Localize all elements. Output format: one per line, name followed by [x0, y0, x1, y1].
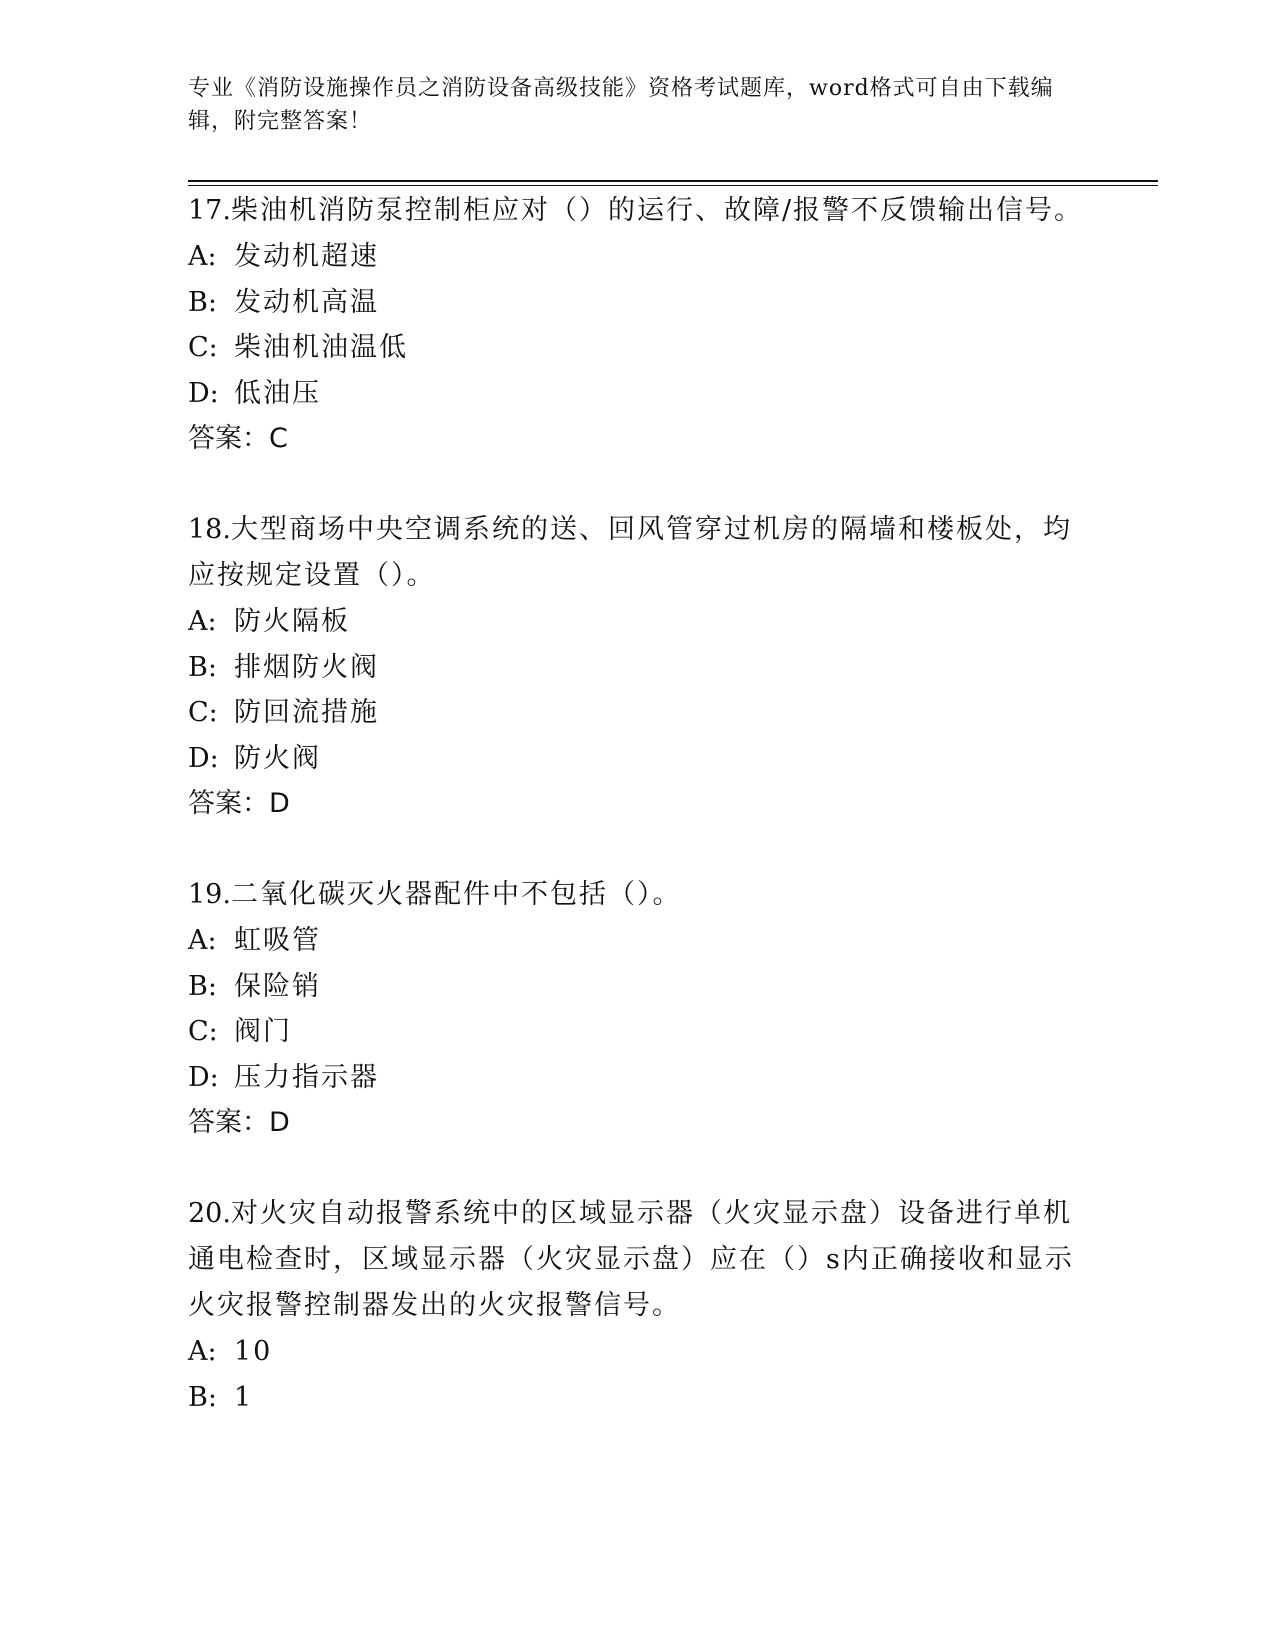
option-b	[188, 964, 1088, 1010]
option-text: 柴油机油温低	[234, 332, 408, 363]
option-a	[188, 918, 1088, 964]
option-b	[188, 645, 1088, 691]
option-text: 排烟防火阀	[234, 651, 379, 683]
question-list	[188, 188, 1088, 1465]
question-number: 18.	[188, 514, 231, 545]
option-list	[188, 599, 1088, 781]
question-19	[188, 872, 1088, 1146]
option-key: A:	[188, 241, 217, 272]
question-stem	[188, 188, 1088, 234]
option-a	[188, 599, 1088, 645]
question-text: 大型商场中央空调系统的送、回风管穿过机房的隔墙和楼板处，均应按规定设置（）。	[188, 514, 1072, 591]
question-18	[188, 507, 1088, 827]
option-c	[188, 1009, 1088, 1055]
option-c	[188, 690, 1088, 736]
question-stem	[188, 507, 1088, 599]
option-c	[188, 325, 1088, 371]
option-list	[188, 918, 1088, 1100]
question-number: 19.	[188, 879, 231, 910]
question-text: 对火灾自动报警系统中的区域显示器（火灾显示盘）设备进行单机通电检查时，区域显示器（火灾显示盘）应在（）s内正确接收和显示火灾报警控制器发出的火灾报警信号。	[188, 1198, 1074, 1321]
option-text: 防火隔板	[234, 606, 350, 637]
option-key: B:	[188, 970, 217, 1002]
question-stem	[188, 1191, 1088, 1329]
option-key: C:	[188, 1016, 218, 1047]
option-text: 10	[234, 1336, 273, 1367]
option-key: A:	[188, 1336, 217, 1367]
option-text: 保险销	[234, 970, 321, 1002]
option-text: 发动机高温	[234, 286, 379, 318]
question-17	[188, 188, 1088, 462]
option-b	[188, 1375, 1088, 1421]
option-key: A:	[188, 606, 217, 637]
option-a	[188, 1329, 1088, 1375]
option-a	[188, 234, 1088, 280]
question-number: 17.	[188, 195, 231, 226]
answer-line: 答案：D	[188, 788, 290, 819]
option-text: 虹吸管	[234, 925, 321, 956]
option-d	[188, 1055, 1088, 1101]
option-key: D:	[188, 742, 219, 774]
option-text: 1	[234, 1381, 254, 1413]
option-text: 发动机超速	[234, 241, 379, 272]
option-key: B:	[188, 651, 217, 683]
option-text: 低油压	[234, 377, 321, 409]
question-20	[188, 1191, 1088, 1420]
option-key: B:	[188, 286, 217, 318]
option-b	[188, 280, 1088, 326]
option-list	[188, 234, 1088, 416]
option-key: B:	[188, 1381, 217, 1413]
option-text: 防回流措施	[234, 697, 379, 728]
document-header: 专业《消防设施操作员之消防设备高级技能》资格考试题库，word格式可自由下载编辑，附完整答案！	[188, 76, 1054, 134]
header-divider-thin	[188, 185, 1158, 186]
option-text: 压力指示器	[234, 1061, 379, 1093]
answer-line: 答案：C	[188, 423, 288, 454]
question-number: 20.	[188, 1198, 231, 1229]
answer-line: 答案：D	[188, 1107, 290, 1138]
option-key: C:	[188, 697, 218, 728]
option-key: D:	[188, 1061, 219, 1093]
question-text: 二氧化碳灭火器配件中不包括（）。	[230, 879, 682, 910]
option-text: 阀门	[234, 1016, 292, 1047]
header-divider-thick	[188, 180, 1158, 182]
option-key: D:	[188, 377, 219, 409]
option-text: 防火阀	[234, 742, 321, 774]
option-key: C:	[188, 332, 218, 363]
question-stem	[188, 872, 1088, 918]
option-key: A:	[188, 925, 217, 956]
option-d	[188, 736, 1088, 782]
option-d	[188, 371, 1088, 417]
question-text: 柴油机消防泵控制柜应对（）的运行、故障/报警不反馈输出信号。	[230, 195, 1084, 226]
option-list	[188, 1329, 1088, 1420]
